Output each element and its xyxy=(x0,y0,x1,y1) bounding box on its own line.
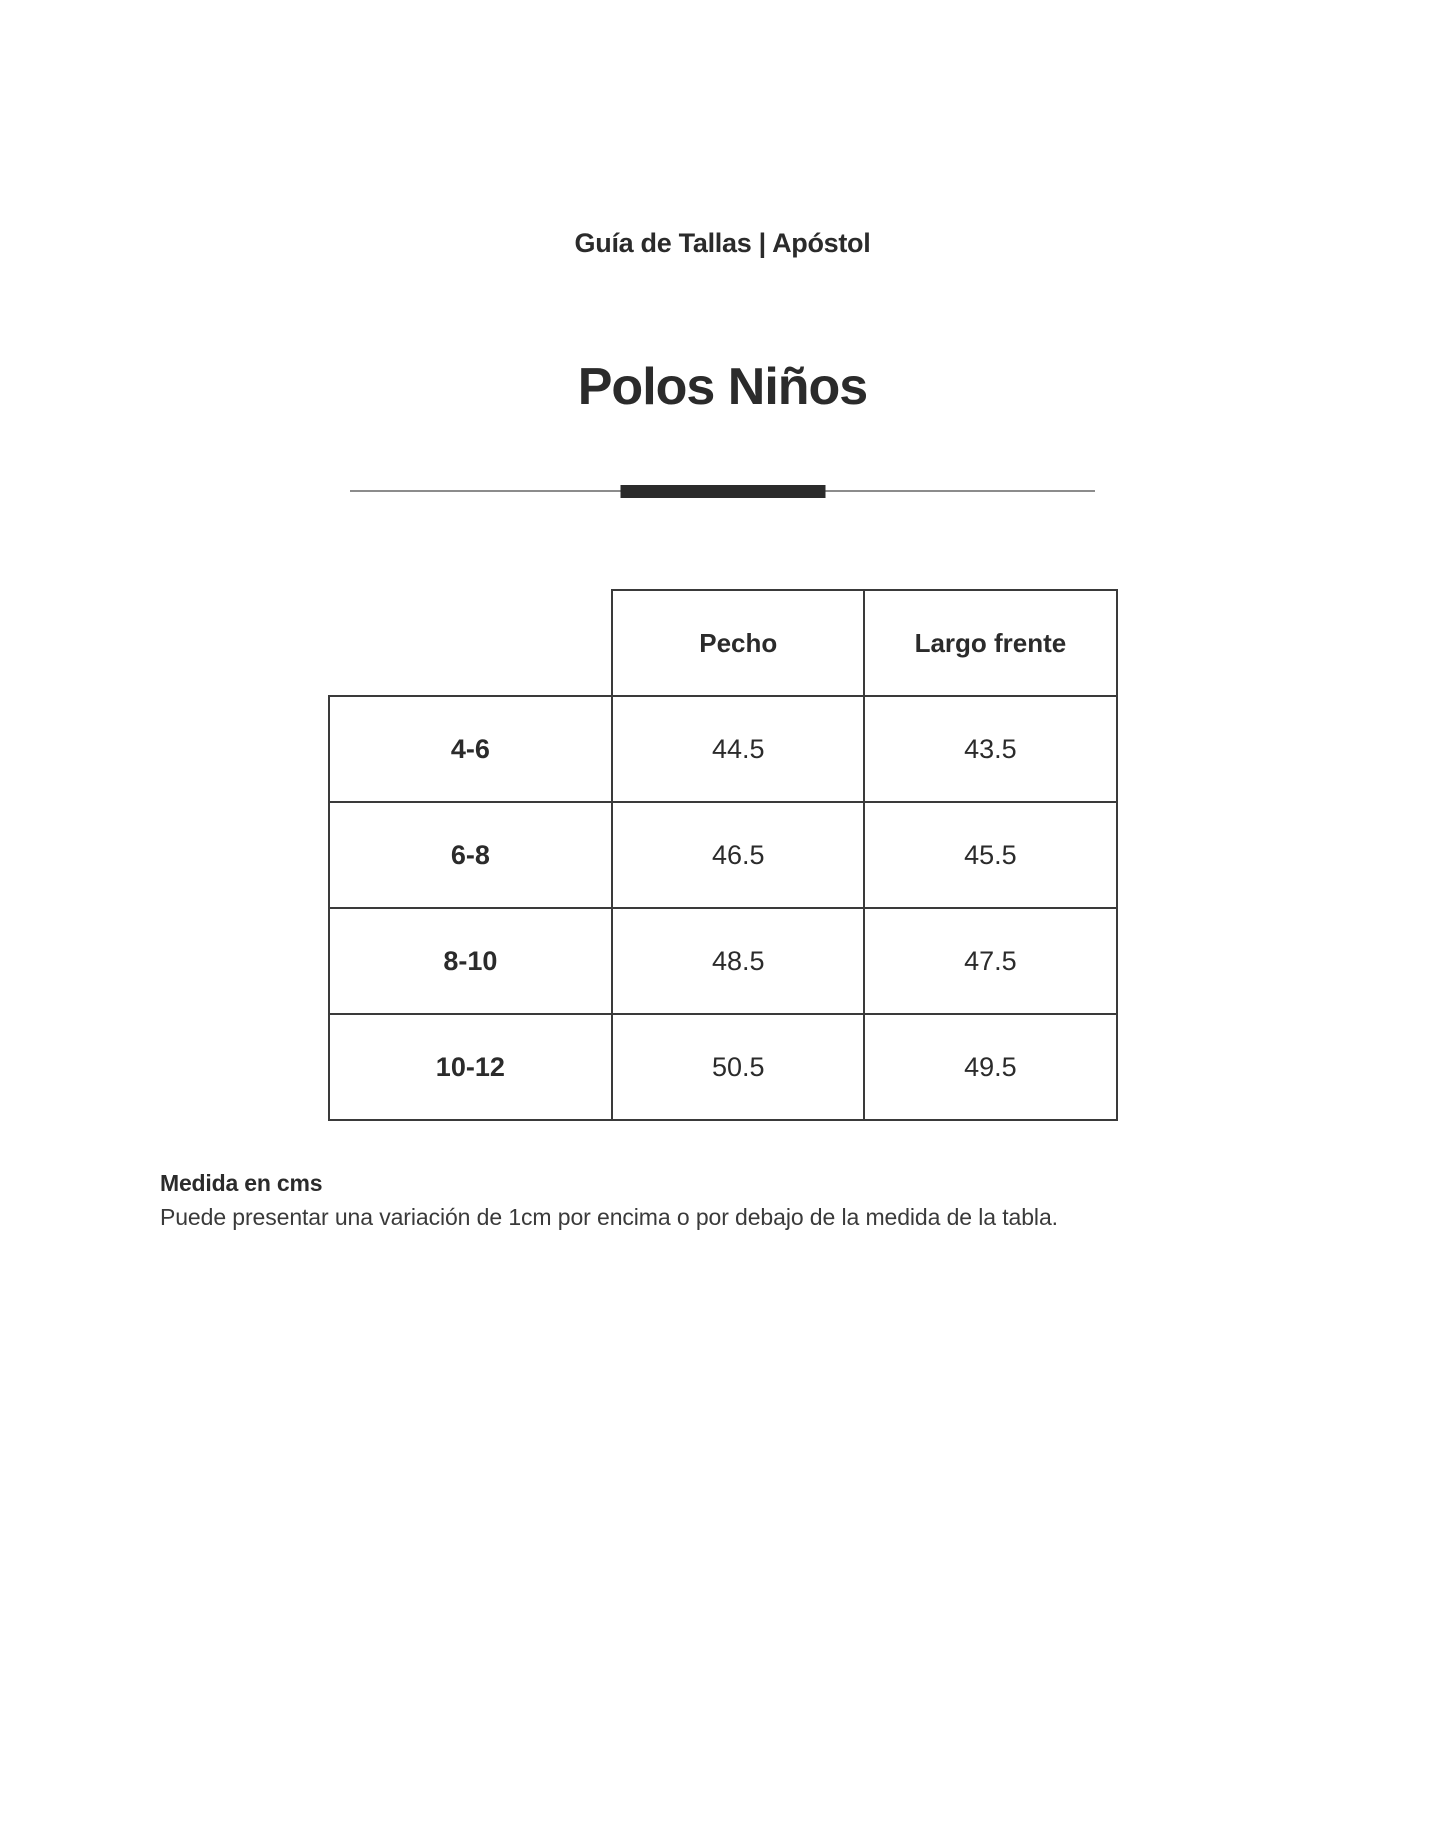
cell-largo-frente: 47.5 xyxy=(864,908,1116,1014)
cell-pecho: 50.5 xyxy=(612,1014,864,1120)
table-header-row xyxy=(329,590,1117,696)
size-table xyxy=(328,589,1118,1121)
footnote-title: Medida en cms xyxy=(160,1170,323,1196)
footnote-text: Puede presentar una variación de 1cm por encima o por debajo de la medida de la tabla. xyxy=(160,1204,1058,1230)
cell-size: 10-12 xyxy=(329,1014,613,1120)
table-header-corner xyxy=(329,590,613,696)
page-header-title: Guía de Tallas | Apóstol xyxy=(574,228,871,258)
cell-pecho: 44.5 xyxy=(612,696,864,802)
cell-size: 8-10 xyxy=(329,908,613,1014)
footnote xyxy=(160,1170,1295,1234)
cell-pecho: 48.5 xyxy=(612,908,864,1014)
table-row xyxy=(329,1014,1117,1120)
cell-size: 6-8 xyxy=(329,802,613,908)
cell-pecho: 46.5 xyxy=(612,802,864,908)
table-header-largo-frente: Largo frente xyxy=(864,590,1116,696)
table-row xyxy=(329,802,1117,908)
table-header xyxy=(329,590,1117,696)
page-title: Polos Niños xyxy=(577,358,868,416)
cell-largo-frente: 43.5 xyxy=(864,696,1116,802)
title-divider xyxy=(350,485,1095,497)
table-header-pecho: Pecho xyxy=(612,590,864,696)
divider-accent-bar xyxy=(620,485,825,498)
table-row xyxy=(329,908,1117,1014)
table-row xyxy=(329,696,1117,802)
cell-largo-frente: 45.5 xyxy=(864,802,1116,908)
cell-largo-frente: 49.5 xyxy=(864,1014,1116,1120)
table-body xyxy=(329,696,1117,1120)
size-table-container xyxy=(328,589,1118,1121)
cell-size: 4-6 xyxy=(329,696,613,802)
